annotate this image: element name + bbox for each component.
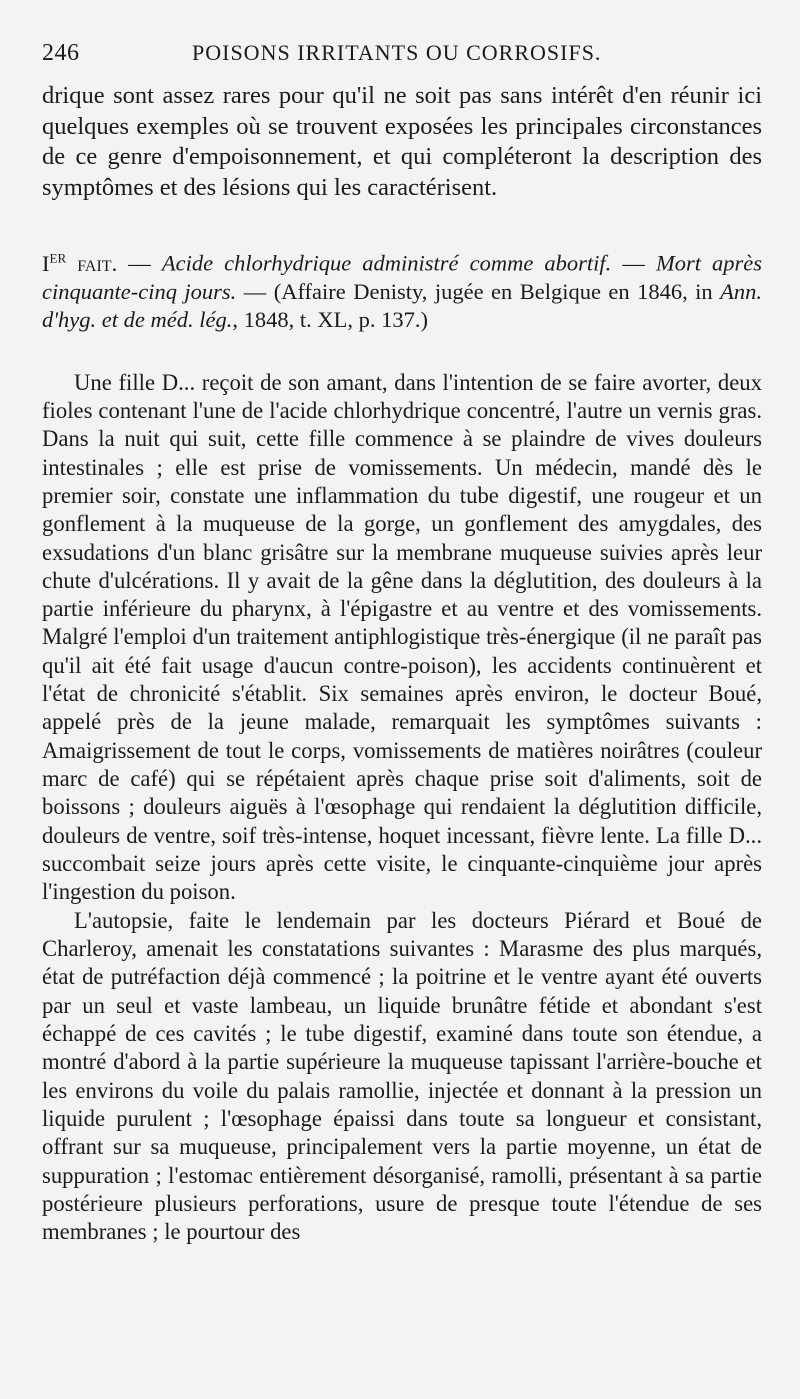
body-paragraph-1: Une fille D... reçoit de son amant, dans l'intention de se faire avorter, deux fioles contenant l'une de l'acide chlorhydrique concentré, l'autre un vernis gras. Dans la nuit qui suit, cette fille commence à se plaindre de vives douleurs intestinales ; elle est prise de vomissements. Un médecin, mandé dès le premier soir, constate une inflammation du tube digestif, une rougeur et un gonflement à la muqueuse de la gorge, un gonflement des amygdales, des exsudations d'un blanc grisâtre sur la membrane muqueuse suivies après leur chute d'ulcérations. Il y avait de la gêne dans la déglutition, des douleurs à la partie inférieure du pharynx, à l'épigastre et au ventre et des vomissements. Malgré l'emploi d'un traitement antiphlogistique très-énergique (il ne paraît pas qu'il ait été fait usage d'aucun contre-poison), les accidents continuèrent et l'état de chronicité s'établit. Six semaines après environ, le docteur Boué, appelé près de la jeune malade, remarquait les symptômes suivants : Amaigrissement de tout le corps, vomissements de matières noirâtres (couleur marc de café) qui se répétaient après chaque prise soit d'aliments, soit de boissons ; douleurs aiguës à l'œsophage qui rendaient la déglutition difficile, douleurs de ventre, soif très-intense, hoquet incessant, fièvre lente. La fille D... succombait seize jours après cette visite, le cinquante-cinquième jour après l'ingestion du poison. — [42, 369, 762, 905]
case-outcome: Mort après cinquante-cinq jours. — [42, 250, 763, 304]
case-label: Ier fait. — [42, 246, 118, 276]
running-header — [42, 40, 762, 67]
case-heading: Ier fait. — Acide chlorhydrique administré comme abortif. — Mort après cinquante-cinq jours. — (Affaire Denisty, jugée en Belgique en 1846, in Ann. d'hyg. et de méd. lég., 1848, t. XL, p. 137.) — [42, 246, 763, 333]
page-number: 246 — [42, 40, 80, 66]
journal-title: Ann. d'hyg. et de méd. lég. — [42, 278, 762, 333]
case-citation-start: (Affaire Denisty, jugée en Belgique en 1846, in — [273, 278, 721, 304]
intro-paragraph: drique sont assez rares pour qu'il ne soit pas sans intérêt d'en réunir ici quelques exemples où se trouvent exposées les principales circonstances de ce genre d'empoisonnement, et qui compléteront la description des symptômes et des lésions qui les caractérisent. — [42, 82, 762, 201]
case-title: Acide chlorhydrique administré comme abortif. — [161, 250, 612, 276]
body-paragraph-2: L'autopsie, faite le lendemain par les docteurs Piérard et Boué de Charleroy, amenait les constatations suivantes : Marasme des plus marqués, état de putréfaction déjà commencé ; la poitrine et le ventre ayant été ouverts par un seul et vaste lambeau, un liquide brunâtre fétide et abondant s'est échappé de ces cavités ; le tube digestif, examiné dans toute son étendue, a montré d'abord à la partie supérieure la muqueuse tapissant l'arrière-bouche et les environs du voile du palais ramollie, injectée et donnant à la pression un liquide purulent ; l'œsophage épaissi dans toute sa longueur et consistant, offrant sur sa muqueuse, principalement vers la partie moyenne, un état de suppuration ; l'estomac entièrement désorganisé, ramolli, présentant à sa partie postérieure plusieurs perforations, usure de presque toute l'étendue de ses membranes ; le pourtour des — [42, 907, 762, 1245]
running-title: POISONS IRRITANTS OU CORROSIFS. — [192, 40, 602, 65]
case-citation-end: , 1848, t. XL, p. 137.) — [232, 307, 428, 333]
